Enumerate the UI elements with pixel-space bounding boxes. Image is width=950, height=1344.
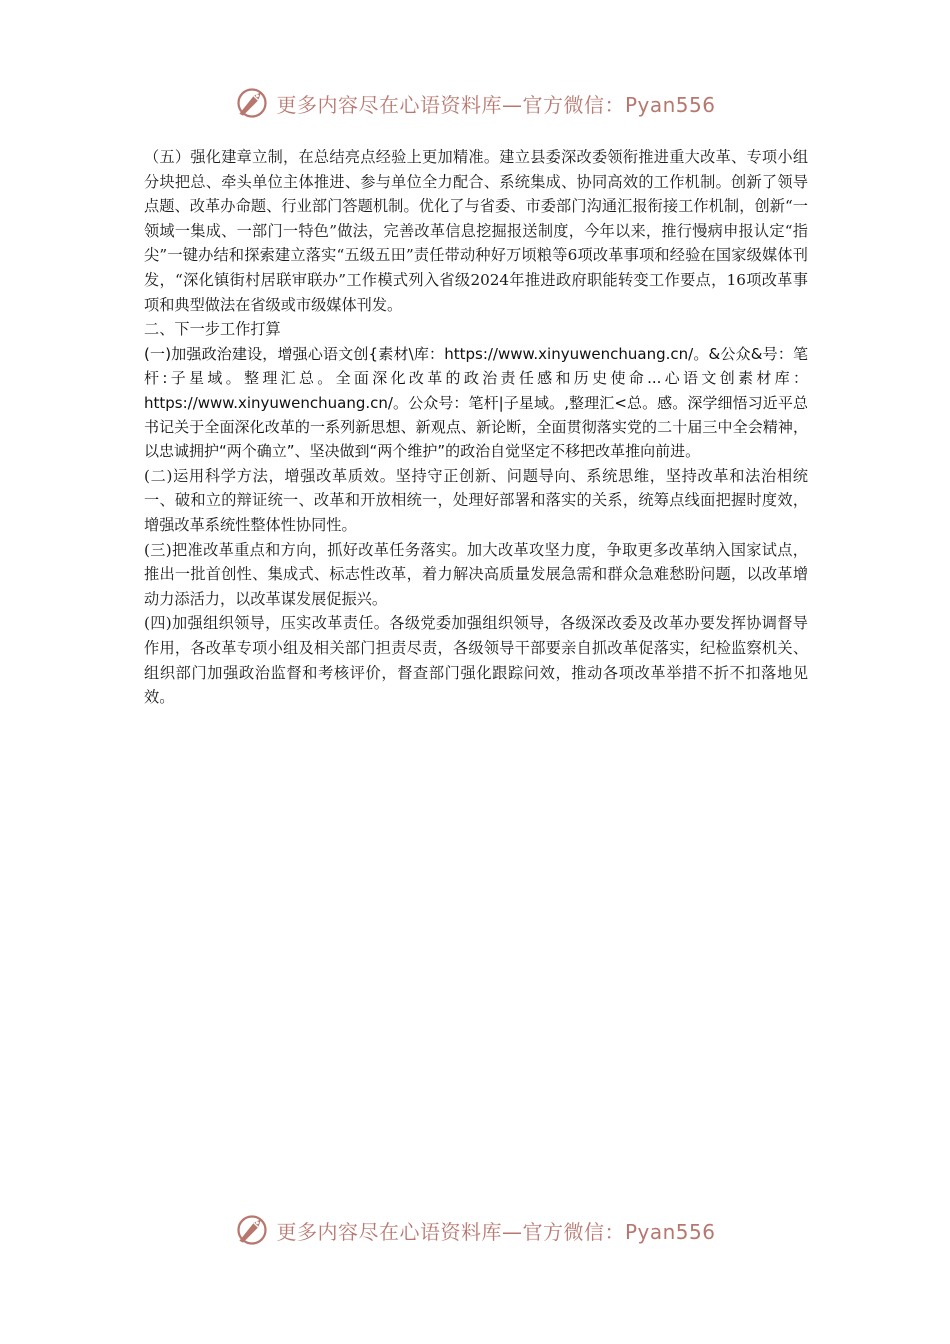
pen-nib-logo-icon (234, 85, 270, 121)
header-banner (0, 81, 950, 125)
document-body (144, 145, 808, 710)
banner-text: 更多内容尽在心语资料库—官方微信：Pyan556 (276, 1219, 716, 1244)
paragraph-reform-priorities: (三)把准改革重点和方向，抓好改革任务落实。加大改革攻坚力度，争取更多改革纳入国家试点，推出一批首创性、集成式、标志性改革，着力解决高质量发展急需和群众急难愁盼问题，以改革增动力添活力，以改革谋发展促振兴。 (144, 540, 808, 608)
paragraph-organizational-leadership: (四)加强组织领导，压实改革责任。各级党委加强组织领导，各级深改委及改革办要发挥协调督导作用，各改革专项小组及相关部门担责尽责，各级领导干部要亲自抓改革促落实，纪检监察机关、组织部门加强政治监督和考核评价，督查部门强化跟踪问效，推动各项改革举措不折不扣落地见效。 (144, 614, 808, 707)
pen-nib-logo-icon (234, 1212, 270, 1248)
section-heading-next-steps: 二、下一步工作打算 (144, 320, 281, 339)
banner-text: 更多内容尽在心语资料库—官方微信：Pyan556 (276, 92, 716, 117)
paragraph-scientific-methods: (二)运用科学方法，增强改革质效。坚持守正创新、问题导向、系统思维，坚持改革和法治相统一、破和立的辩证统一、改革和开放相统一，处理好部署和落实的关系，统筹点线面把握时度效，增强改革系统性整体性协同性。 (144, 466, 808, 534)
paragraph-political-construction: (一)加强政治建设，增强心语文创{素材\库：https://www.xinyuwenchuang.cn/。&公众&号：笔杆:子星域。整理汇总。全面深化改革的政治责任感和历史使命...心语文创素材库：https://www.xinyuwenchuang.cn/。公众号：笔杆|子星域。,整理汇<总。感。深学细悟习近平总书记关于全面深化改革的一系列新思想、新观点、新论断，全面贯彻落实党的二十届三中全会精神，以忠诚拥护“两个确立”、坚决做到“两个维护”的政治自觉坚定不移把改革推向前进。 (144, 344, 808, 461)
paragraph-strengthen-rules: （五）强化建章立制，在总结亮点经验上更加精准。建立县委深改委领衔推进重大改革、专项小组分块把总、牵头单位主体推进、参与单位全力配合、系统集成、协同高效的工作机制。创新了领导点题、改革办命题、行业部门答题机制。优化了与省委、市委部门沟通汇报衔接工作机制，创新“一领域一集成、一部门一特色”做法，完善改革信息挖掘报送制度，今年以来，推行慢病申报认定“指尖”一键办结和探索建立落实“五级五田”责任带动种好万顷粮等6项改革事项和经验在国家级媒体刊发，“深化镇街村居联审联办”工作模式列入省级2024年推进政府职能转变工作要点，16项改革事项和典型做法在省级或市级媒体刊发。 (144, 148, 808, 314)
footer-banner (0, 1208, 950, 1252)
